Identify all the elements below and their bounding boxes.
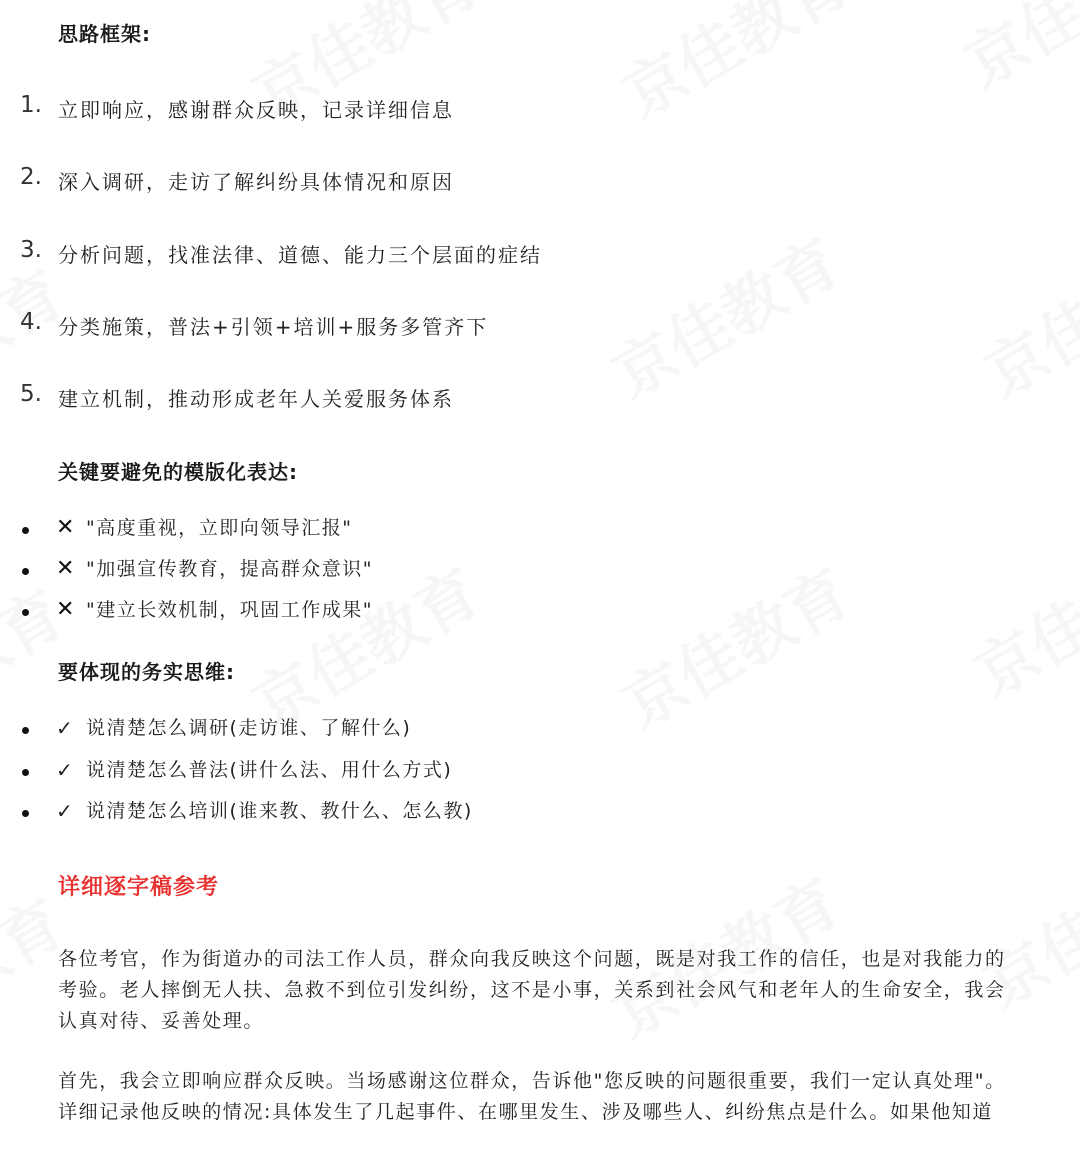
cross-icon: ✕ [56, 556, 75, 581]
bullet-dot [22, 527, 29, 534]
bullet-dot [22, 769, 29, 776]
reference-heading: 详细逐字稿参考 [58, 875, 220, 900]
practical-text: 说清楚怎么普法(讲什么法、用什么方式) [86, 759, 453, 781]
item-text: 立即响应，感谢群众反映，记录详细信息 [58, 98, 454, 122]
avoid-item [0, 596, 1080, 632]
check-icon: ✓ [56, 758, 73, 782]
reference-paragraph-1: 各位考官，作为街道办的司法工作人员，群众向我反映这个问题，既是对我工作的信任，也是对我能力的考验。老人摔倒无人扶、急救不到位引发纠纷，这不是小事，关系到社会风气和老年人的生命安全，我会认真对待、妥善处理。 [58, 948, 1006, 1032]
cross-icon: ✕ [56, 597, 75, 622]
bullet-dot [22, 810, 29, 817]
cross-icon: ✕ [56, 515, 75, 540]
bullet-dot [22, 727, 29, 734]
practical-heading: 要体现的务实思维: [58, 660, 235, 684]
framework-item-3 [0, 237, 1080, 277]
item-text: 深入调研，走访了解纠纷具体情况和原因 [58, 170, 454, 194]
practical-text: 说清楚怎么调研(走访谁、了解什么) [86, 717, 412, 739]
avoid-text: "加强宣传教育，提高群众意识" [86, 558, 373, 580]
avoid-heading: 关键要避免的模版化表达: [58, 460, 298, 484]
reference-paragraph-2: 首先，我会立即响应群众反映。当场感谢这位群众，告诉他"您反映的问题很重要，我们一定认真处理"。详细记录他反映的情况:具体发生了几起事件、在哪里发生、涉及哪些人、纠纷焦点是什么。如果他知道 [58, 1070, 1006, 1123]
practical-text: 说清楚怎么培训(谁来教、教什么、怎么教) [86, 800, 473, 822]
avoid-item [0, 555, 1080, 591]
framework-heading: 思路框架: [58, 22, 151, 46]
item-text: 分析问题，找准法律、道德、能力三个层面的症结 [58, 243, 542, 267]
item-number: 3. [20, 237, 42, 263]
item-number: 1. [20, 92, 42, 118]
bullet-dot [22, 568, 29, 575]
framework-item-2 [0, 164, 1080, 204]
avoid-item [0, 514, 1080, 550]
check-icon: ✓ [56, 799, 73, 823]
framework-item-1 [0, 92, 1080, 132]
item-number: 4. [20, 309, 42, 335]
practical-item [0, 797, 1080, 833]
avoid-text: "建立长效机制，巩固工作成果" [86, 599, 373, 621]
watermark [946, 0, 1080, 104]
item-text: 建立机制，推动形成老年人关爱服务体系 [58, 387, 454, 411]
check-icon: ✓ [56, 716, 73, 740]
item-text: 分类施策，普法+引领+培训+服务多管齐下 [58, 315, 489, 339]
practical-item [0, 756, 1080, 792]
framework-item-4 [0, 309, 1080, 349]
practical-item [0, 714, 1080, 750]
bullet-dot [22, 609, 29, 616]
item-number: 5. [20, 381, 42, 407]
item-number: 2. [20, 164, 42, 190]
framework-item-5 [0, 381, 1080, 421]
avoid-text: "高度重视，立即向领导汇报" [86, 517, 353, 539]
